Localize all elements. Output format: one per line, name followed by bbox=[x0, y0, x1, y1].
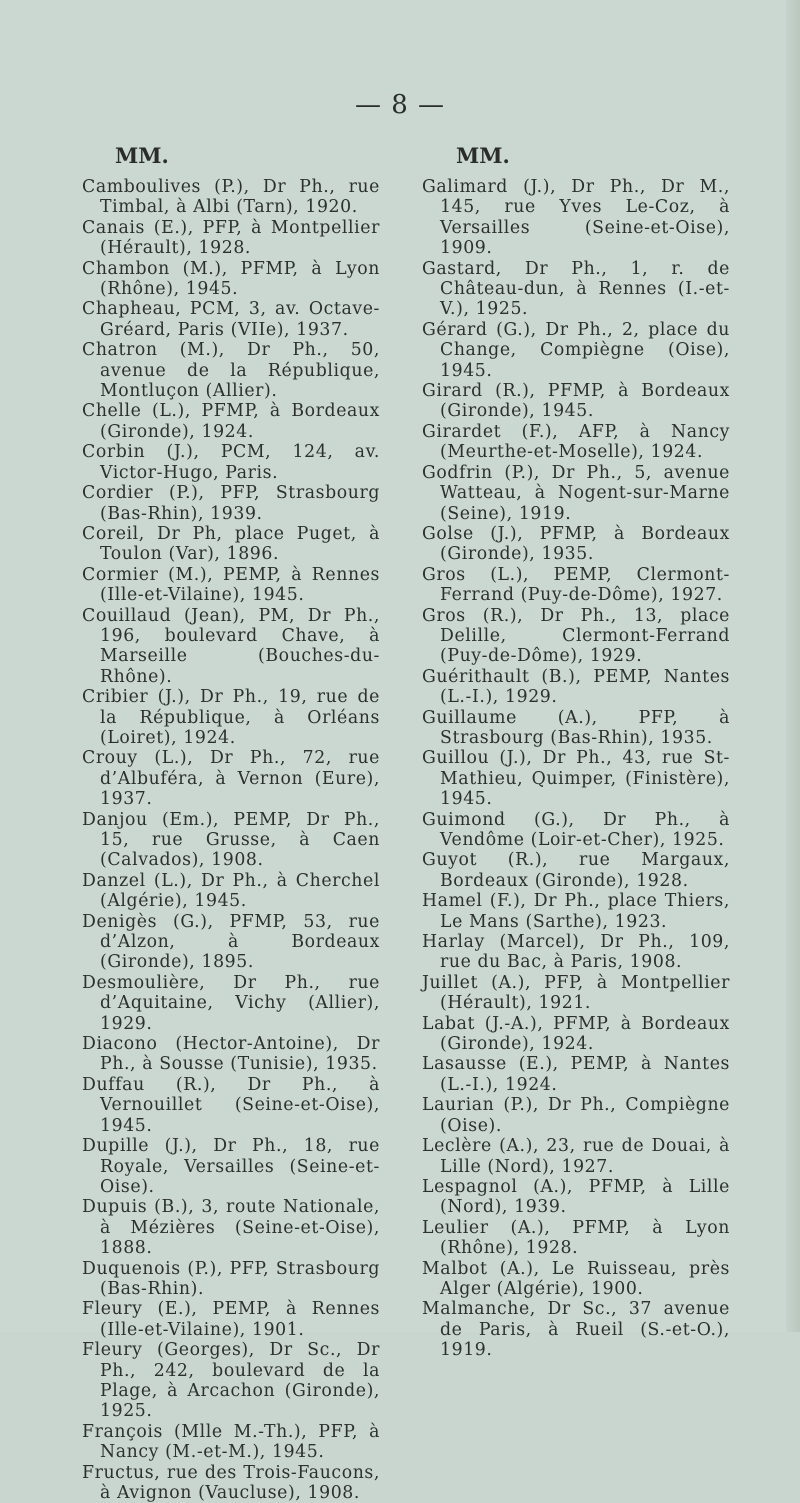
list-item: Lespagnol (A.), PFMP, à Lille (Nord), 1939. bbox=[422, 1176, 730, 1218]
list-item: Cribier (J.), Dr Ph., 19, rue de la République, à Orléans (Loiret), 1924. bbox=[82, 687, 380, 748]
list-item: Dupille (J.), Dr Ph., 18, rue Royale, Versailles (Seine-et-Oise). bbox=[82, 1136, 380, 1197]
list-item: Coreil, Dr Ph, place Puget, à Toulon (Var), 1896. bbox=[82, 523, 380, 565]
list-item: Corbin (J.), PCM, 124, av. Victor-Hugo, Paris. bbox=[82, 442, 380, 483]
list-item: Laurian (P.), Dr Ph., Compiègne (Oise). bbox=[422, 1095, 730, 1136]
list-item: Diacono (Hector-Antoine), Dr Ph., à Sousse (Tunisie), 1935. bbox=[82, 1034, 380, 1075]
left-column-header: MM. bbox=[115, 143, 169, 168]
list-item: Chatron (M.), Dr Ph., 50, avenue de la République, Montluçon (Allier). bbox=[82, 340, 380, 402]
list-item: Crouy (L.), Dr Ph., 72, rue d’Albuféra, à Vernon (Eure), 1937. bbox=[82, 748, 380, 810]
list-item: Desmoulière, Dr Ph., rue d’Aquitaine, Vichy (Allier), 1929. bbox=[82, 972, 380, 1034]
list-item: Guérithault (B.), PEMP, Nantes (L.-I.), 1929. bbox=[422, 666, 730, 708]
list-item: Danzel (L.), Dr Ph., à Cherchel (Algérie), 1945. bbox=[82, 870, 380, 912]
page-number: — 8 — bbox=[354, 90, 446, 120]
list-item: Dupuis (B.), 3, route Nationale, à Mézières (Seine-et-Oise), 1888. bbox=[82, 1197, 380, 1259]
list-item: Lasausse (E.), PEMP, à Nantes (L.-I.), 1924. bbox=[422, 1054, 730, 1095]
left-column bbox=[60, 143, 380, 1503]
list-item: Cormier (M.), PEMP, à Rennes (Ille-et-Vilaine), 1945. bbox=[82, 564, 380, 606]
list-item: Fructus, rue des Trois-Faucons, à Avignon (Vaucluse), 1908. bbox=[82, 1462, 380, 1503]
list-item: Guimond (G.), Dr Ph., à Vendôme (Loir-et-Cher), 1925. bbox=[422, 809, 730, 850]
list-item: Juillet (A.), PFP, à Montpellier (Hérault), 1921. bbox=[422, 972, 730, 1014]
list-item: Duquenois (P.), PFP, Strasbourg (Bas-Rhin). bbox=[82, 1258, 380, 1299]
list-item: Guillaume (A.), PFP, à Strasbourg (Bas-Rhin), 1935. bbox=[422, 707, 730, 748]
list-item: Leclère (A.), 23, rue de Douai, à Lille (Nord), 1927. bbox=[422, 1136, 730, 1177]
list-item: Godfrin (P.), Dr Ph., 5, avenue Watteau, à Nogent-sur-Marne (Seine), 1919. bbox=[422, 462, 730, 524]
list-item: Galimard (J.), Dr Ph., Dr M., 145, rue Yves Le-Coz, à Versailles (Seine-et-Oise), 1909. bbox=[422, 177, 730, 259]
list-item: Golse (J.), PFMP, à Bordeaux (Gironde), 1935. bbox=[422, 523, 730, 565]
list-item: Gérard (G.), Dr Ph., 2, place du Change, Compiègne (Oise), 1945. bbox=[422, 319, 730, 381]
right-column bbox=[400, 143, 730, 1361]
list-item: Canais (E.), PFP, à Montpellier (Hérault), 1928. bbox=[82, 217, 380, 259]
list-item: Harlay (Marcel), Dr Ph., 109, rue du Bac, à Paris, 1908. bbox=[422, 932, 730, 973]
list-item: Girard (R.), PFMP, à Bordeaux (Gironde), 1945. bbox=[422, 381, 730, 422]
list-item: Gros (L.), PEMP, Clermont-Ferrand (Puy-de-Dôme), 1927. bbox=[422, 564, 730, 606]
list-item: Hamel (F.), Dr Ph., place Thiers, Le Mans (Sarthe), 1923. bbox=[422, 891, 730, 932]
list-item: Leulier (A.), PFMP, à Lyon (Rhône), 1928. bbox=[422, 1217, 730, 1259]
list-item: Guyot (R.), rue Margaux, Bordeaux (Gironde), 1928. bbox=[422, 850, 730, 891]
list-item: Fleury (E.), PEMP, à Rennes (Ille-et-Vilaine), 1901. bbox=[82, 1299, 380, 1340]
left-entry-list bbox=[60, 177, 380, 1503]
page-edge-shadow bbox=[786, 0, 800, 1332]
list-item: Gros (R.), Dr Ph., 13, place Delille, Clermont-Ferrand (Puy-de-Dôme), 1929. bbox=[422, 605, 730, 667]
list-item: Guillou (J.), Dr Ph., 43, rue St-Mathieu, Quimper, (Finistère), 1945. bbox=[422, 748, 730, 810]
list-item: Couillaud (Jean), PM, Dr Ph., 196, boulevard Chave, à Marseille (Bouches-du-Rhône). bbox=[82, 605, 380, 687]
list-item: Labat (J.-A.), PFMP, à Bordeaux (Gironde), 1924. bbox=[422, 1013, 730, 1055]
list-item: Duffau (R.), Dr Ph., à Vernouillet (Seine-et-Oise), 1945. bbox=[82, 1074, 380, 1136]
list-item: Fleury (Georges), Dr Sc., Dr Ph., 242, boulevard de la Plage, à Arcachon (Gironde), 1925. bbox=[82, 1340, 380, 1422]
list-item: François (Mlle M.-Th.), PFP, à Nancy (M.-et-M.), 1945. bbox=[82, 1421, 380, 1463]
list-item: Girardet (F.), AFP, à Nancy (Meurthe-et-Moselle), 1924. bbox=[422, 421, 730, 463]
list-item: Denigès (G.), PFMP, 53, rue d’Alzon, à Bordeaux (Gironde), 1895. bbox=[82, 911, 380, 973]
list-item: Gastard, Dr Ph., 1, r. de Château-dun, à Rennes (I.-et-V.), 1925. bbox=[422, 258, 730, 320]
right-entry-list bbox=[400, 177, 730, 1361]
list-item: Danjou (Em.), PEMP, Dr Ph., 15, rue Grusse, à Caen (Calvados), 1908. bbox=[82, 809, 380, 871]
list-item: Chambon (M.), PFMP, à Lyon (Rhône), 1945. bbox=[82, 258, 380, 300]
list-item: Malmanche, Dr Sc., 37 avenue de Paris, à Rueil (S.-et-O.), 1919. bbox=[422, 1299, 730, 1361]
list-item: Camboulives (P.), Dr Ph., rue Timbal, à Albi (Tarn), 1920. bbox=[82, 177, 380, 218]
right-column-header: MM. bbox=[456, 143, 510, 168]
list-item: Malbot (A.), Le Ruisseau, près Alger (Algérie), 1900. bbox=[422, 1258, 730, 1299]
list-item: Chapheau, PCM, 3, av. Octave-Gréard, Paris (VIIe), 1937. bbox=[82, 299, 380, 340]
list-item: Cordier (P.), PFP, Strasbourg (Bas-Rhin), 1939. bbox=[82, 483, 380, 524]
list-item: Chelle (L.), PFMP, à Bordeaux (Gironde), 1924. bbox=[82, 401, 380, 442]
